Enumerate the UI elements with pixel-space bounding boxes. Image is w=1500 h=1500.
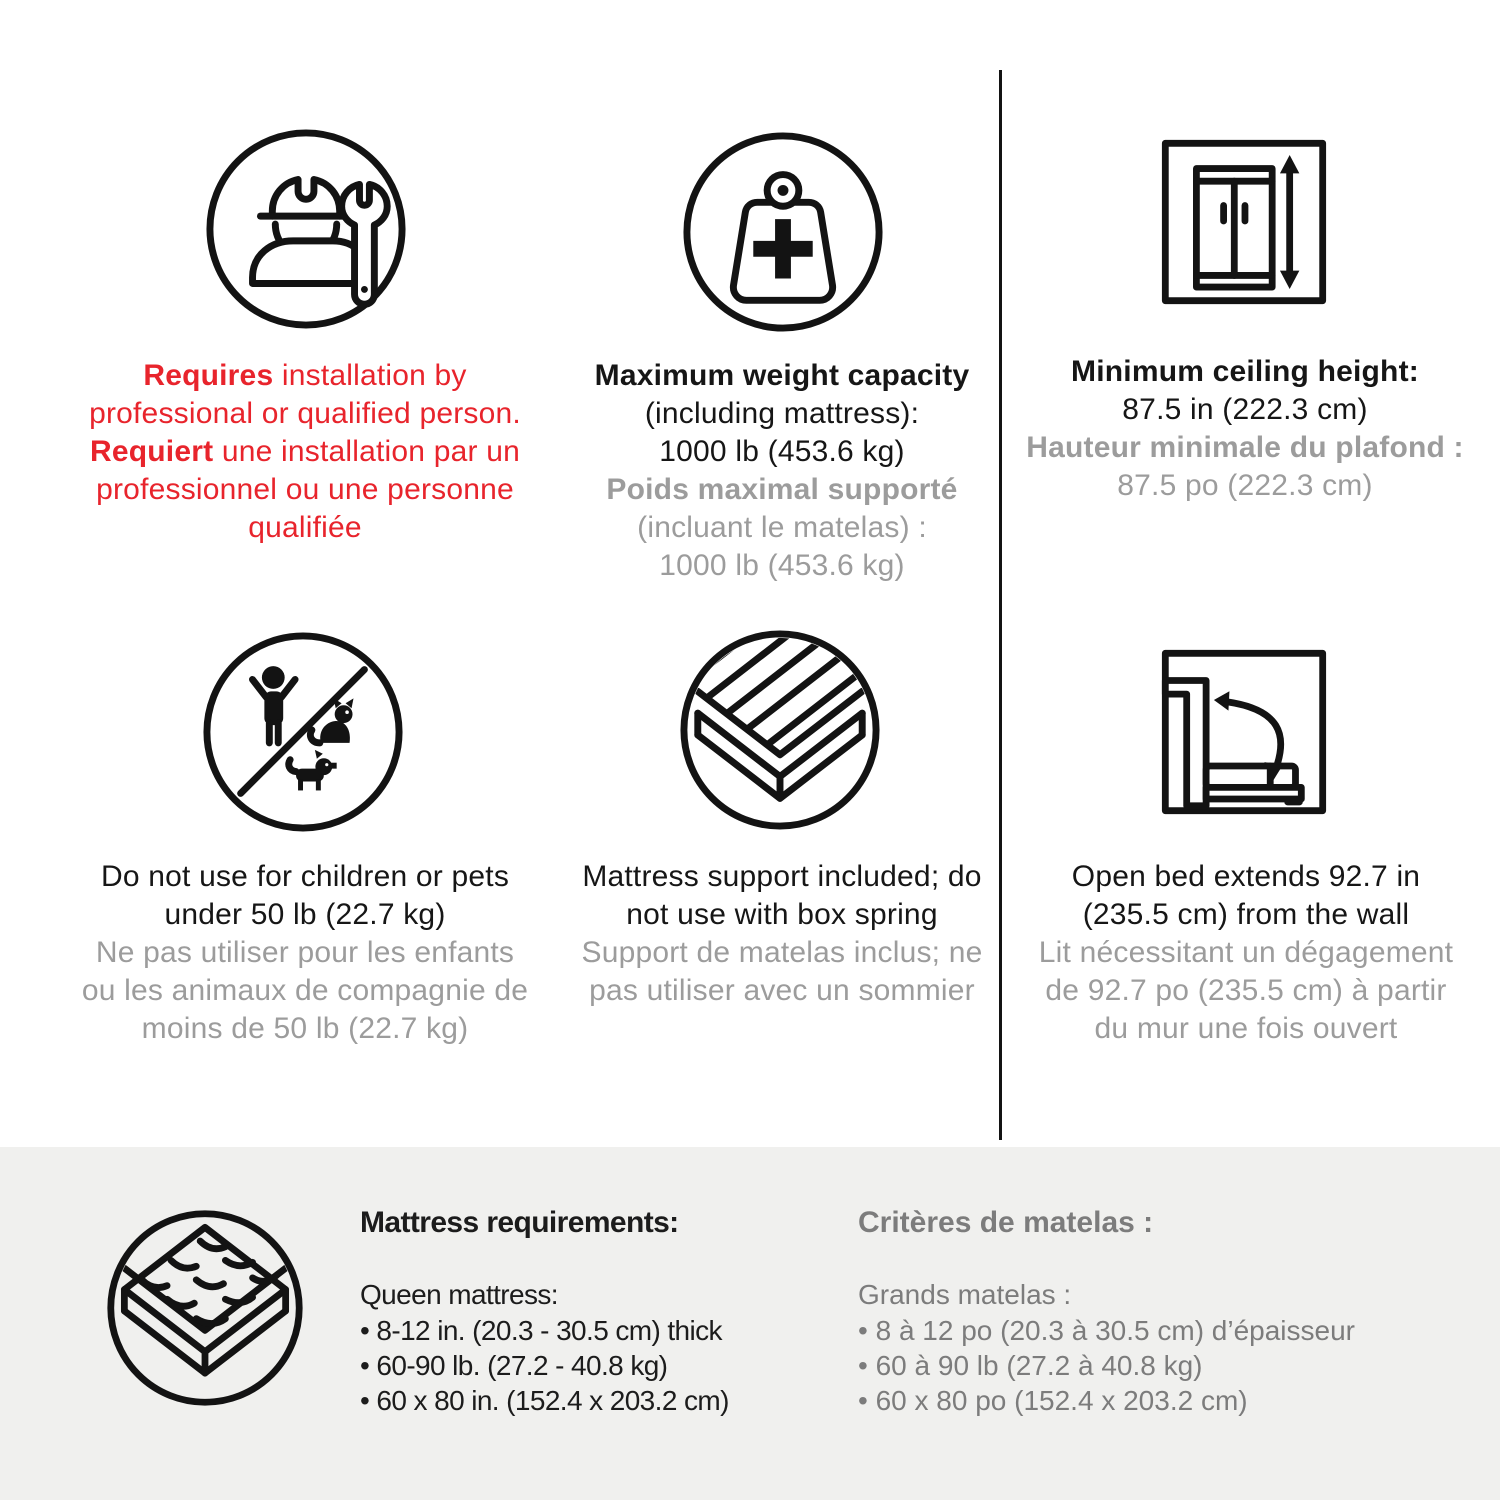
text-line: du mur une fois ouvert xyxy=(1094,1012,1398,1045)
text-line: (including mattress): xyxy=(644,397,920,430)
text-line: professional or qualified person. xyxy=(89,397,521,430)
ceiling-heading-en: Minimum ceiling height: xyxy=(1071,355,1419,388)
spec-item: • 60 x 80 in. (152.4 x 203.2 cm) xyxy=(360,1383,820,1418)
spec-item: • 60-90 lb. (27.2 - 40.8 kg) xyxy=(360,1348,820,1383)
mattress-requirements-heading-fr: Critères de matelas : xyxy=(858,1206,1154,1239)
text-line: de 92.7 po (235.5 cm) à partir xyxy=(1045,974,1447,1007)
ceiling-note xyxy=(1015,353,1475,505)
weight-note xyxy=(552,357,1012,585)
mattress-specs-fr xyxy=(858,1313,1458,1418)
text-line: 1000 lb (453.6 kg) xyxy=(659,549,905,582)
text-line: moins de 50 lb (22.7 kg) xyxy=(141,1012,469,1045)
weight-heading-en: Maximum weight capacity xyxy=(594,359,970,392)
text-line: pas utiliser avec un sommier xyxy=(589,974,975,1007)
text-line: Open bed extends 92.7 in xyxy=(1071,860,1421,893)
mattress-specs-en xyxy=(360,1313,820,1418)
weight-icon xyxy=(679,128,887,336)
open-bed-icon xyxy=(1142,630,1346,834)
text-line: 87.5 po (222.3 cm) xyxy=(1117,469,1373,502)
grands-matelas-label: Grands matelas : xyxy=(858,1279,1072,1310)
text-line: Support de matelas inclus; ne xyxy=(581,936,983,969)
installer-icon xyxy=(202,125,410,333)
spec-item: • 60 x 80 po (152.4 x 203.2 cm) xyxy=(858,1383,1458,1418)
openbed-note xyxy=(1015,858,1477,1048)
text-line: under 50 lb (22.7 kg) xyxy=(164,898,446,931)
text-line: (235.5 cm) from the wall xyxy=(1082,898,1410,931)
text-line: Requiert une installation par un xyxy=(90,435,520,468)
install-line-bold: Requires xyxy=(143,359,274,392)
spec-item: • 8-12 in. (20.3 - 30.5 cm) thick xyxy=(360,1313,820,1348)
text-line: 87.5 in (222.3 cm) xyxy=(1122,393,1368,426)
text-line: Ne pas utiliser pour les enfants xyxy=(95,936,515,969)
support-note xyxy=(542,858,1022,1010)
ceiling-height-icon xyxy=(1142,120,1346,324)
mattress-requirements-fr xyxy=(858,1205,1458,1418)
mattress-requirements-heading-en: Mattress requirements: xyxy=(360,1206,679,1239)
spec-item: • 60 à 90 lb (27.2 à 40.8 kg) xyxy=(858,1348,1458,1383)
mattress-icon xyxy=(103,1206,307,1410)
text-line: Lit nécessitant un dégagement xyxy=(1038,936,1454,969)
text-line: (incluant le matelas) : xyxy=(637,511,927,544)
text-line: ou les animaux de compagnie de xyxy=(81,974,529,1007)
mattress-support-icon xyxy=(676,626,884,834)
text-line: 1000 lb (453.6 kg) xyxy=(659,435,905,468)
text-line: Do not use for children or pets xyxy=(100,860,510,893)
children-note xyxy=(45,858,565,1048)
no-children-pets-icon xyxy=(199,628,407,836)
text-line: professionnel ou une personne xyxy=(96,473,514,506)
text-line: Mattress support included; do xyxy=(582,860,982,893)
mattress-requirements-en xyxy=(360,1205,820,1418)
spec-item: • 8 à 12 po (20.3 à 30.5 cm) d’épaisseur xyxy=(858,1313,1458,1348)
queen-mattress-label: Queen mattress: xyxy=(360,1279,558,1310)
ceiling-heading-fr: Hauteur minimale du plafond : xyxy=(1026,431,1464,464)
install-line-text: installation by xyxy=(273,359,467,392)
text-line: not use with box spring xyxy=(626,898,938,931)
text-line: qualifiée xyxy=(248,511,362,544)
weight-heading-fr: Poids maximal supporté xyxy=(606,473,958,506)
text-line xyxy=(55,357,555,395)
install-note xyxy=(55,357,555,547)
